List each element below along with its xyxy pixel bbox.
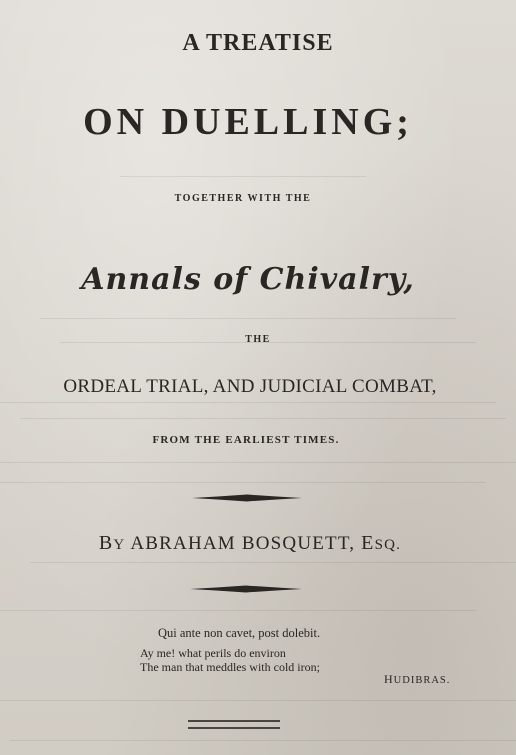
subtitle-the: THE — [245, 334, 271, 345]
ornament-divider — [192, 494, 302, 502]
bleed-through-line — [10, 740, 516, 741]
bleed-through-line — [0, 610, 476, 611]
attribution-cap: H — [384, 672, 394, 686]
attribution-rest: UDIBRAS. — [393, 675, 451, 686]
author-line — [0, 532, 508, 555]
epigraph-latin: Qui ante non cavet, post dolebit. — [158, 626, 321, 640]
author-esq-cap: E — [361, 532, 375, 554]
subtitle-ordeal: ORDEAL TRIAL, AND JUDICIAL COMBAT, — [63, 376, 437, 397]
epigraph-verse-line-1: Ay me! what perils do environ — [140, 646, 286, 660]
epigraph-attribution — [384, 672, 450, 687]
bleed-through-line — [0, 462, 516, 463]
title-line-2: ON DUELLING; — [83, 101, 413, 143]
bleed-through-line — [40, 318, 456, 319]
bleed-through-line — [120, 176, 366, 177]
ornament-divider — [190, 585, 302, 593]
epigraph-verse-line-2: The man that meddles with cold iron; — [140, 660, 320, 674]
author-by-cap: B — [98, 532, 114, 554]
author-esq-rest: SQ. — [374, 537, 402, 553]
bleed-through-line — [0, 700, 516, 701]
bleed-through-line — [0, 402, 496, 403]
double-rule-bottom — [188, 727, 280, 729]
title-line-1: A TREATISE — [182, 30, 334, 56]
bleed-through-line — [30, 562, 516, 563]
author-name: ABRAHAM BOSQUETT, — [130, 533, 356, 554]
double-rule-top — [188, 720, 280, 722]
bleed-through-line — [20, 418, 506, 419]
subtitle-annals: Annals of Chivalry, — [81, 262, 415, 297]
subtitle-earliest: FROM THE EARLIEST TIMES. — [152, 434, 340, 446]
author-by-rest: Y — [113, 537, 126, 553]
subtitle-together: TOGETHER WITH THE — [174, 193, 312, 204]
bleed-through-line — [0, 482, 486, 483]
